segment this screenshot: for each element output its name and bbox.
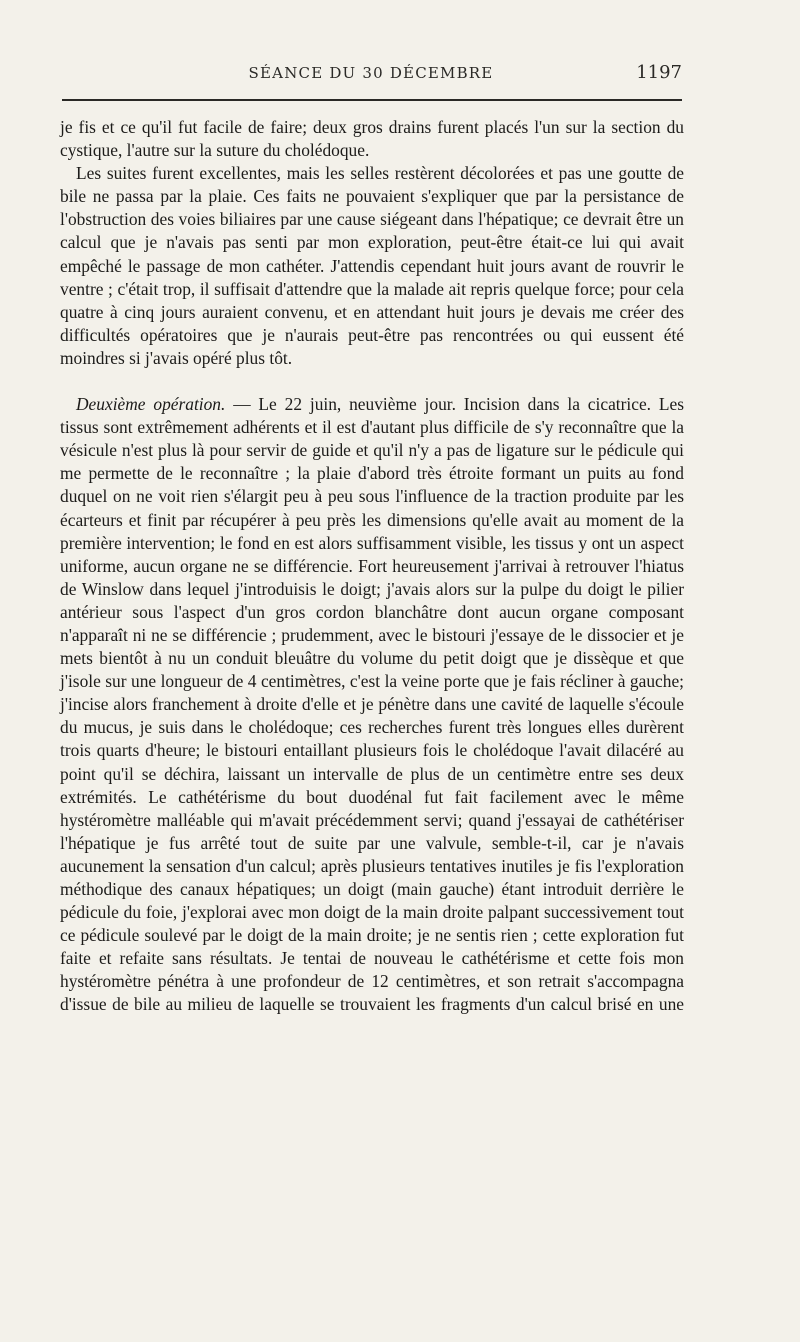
header-title: SÉANCE DU 30 DÉCEMBRE xyxy=(248,64,494,82)
section-gap xyxy=(60,370,684,393)
page-number: 1197 xyxy=(636,62,682,83)
section-paragraph xyxy=(60,393,684,1017)
section-text: — Le 22 juin, neuvième jour. Incision dans la cicatrice. Les tissus sont extrêmement adhérents et il est d'autant plus difficile de s'y reconnaître que la vésicule n'est plus là pour servir de guide et qu'il n'y a pas de ligature sur le pédicule qui me permette de le reconnaître ; la plaie d'abord très étroite formant un puits au fond duquel on ne voit rien s'élargit peu à peu sous l'influence de la traction produite par les écarteurs et finit par récupérer à peu près les dimensions qu'elle avait au moment de la première intervention; le fond en est alors suffisamment visible, les tissus y ont un aspect uniforme, aucun organe ne se différencie. Fort heureusement j'arrivai à retrouver l'hiatus de Winslow dans lequel j'introduisis le doigt; j'avais alors sur la pulpe du doigt le pilier antérieur sous l'aspect d'un gros cordon blanchâtre dont aucun organe composant n'apparaît ni ne se différencie ; prudemment, avec le bistouri j'essaye de le dissocier et je mets bientôt à nu un conduit bleuâtre du volume du petit doigt que je dissèque et que j'isole sur une longueur de 4 centimètres, c'est la veine porte que je fais récliner à gauche; j'incise alors franchement à droite d'elle et je pénètre dans une cavité de laquelle s'écoule du mucus, je suis dans le cholédoque; ces recherches furent très longues elles durèrent trois quarts d'heure; le bistouri entaillant plusieurs fois le cholédoque l'avait dilacéré au point qu'il se déchira, laissant un intervalle de plus de un centimètre entre ses deux extrémités. Le cathétérisme du bout duodénal fut fait facilement avec le même hystéromètre malléable qui m'avait précédemment servi; quand j'essayai de cathétériser l'hépatique je fus arrêté tout de suite par une valvule, semble-t-il, car je n'avais aucunement la sensation d'un calcul; après plusieurs tentatives inutiles je fis l'exploration méthodique des canaux hépatiques; un doigt (main gauche) étant introduit derrière le pédicule du foie, j'explorai avec mon doigt de la main droite palpant successivement tout ce pédicule soulevé par le doigt de la main droite; je ne sentis rien ; cette exploration fut faite et refaite sans résultats. Je tentai de nouveau le cathétérisme et cette fois mon hystéromètre pénétra à une profondeur de 12 centimètres, et son retrait s'accompagna d'issue de bile au milieu de laquelle se trouvaient les fragments d'un calcul brisé en une xyxy=(60,394,684,1015)
body-text xyxy=(60,116,684,1017)
paragraph-1: je fis et ce qu'il fut facile de faire; deux gros drains furent placés l'un sur la section du cystique, l'autre sur la suture du cholédoque. xyxy=(60,117,684,161)
section-heading: Deuxième opération. xyxy=(76,394,226,415)
header-rule xyxy=(62,99,682,101)
running-header xyxy=(60,60,682,88)
paragraph-2: Les suites furent excellentes, mais les selles restèrent décolorées et pas une goutte de bile ne passa par la plaie. Ces faits ne pouvaient s'expliquer que par la persistance de l'obstruction des voies biliaires par une cause siégeant dans l'hépatique; ce devrait être un calcul que je n'avais pas senti par mon exploration, peut-être était-ce lui qui avait empêché le passage de mon cathéter. J'attendis cependant huit jours avant de rouvrir le ventre ; c'était trop, il suffisait d'attendre que la malade ait repris quelque force; pour cela quatre à cinq jours auraient convenu, et en attendant huit jours je devais me créer des difficultés opératoires que je n'aurais peut-être pas rencontrées ou qui eussent été moindres si j'avais opéré plus tôt. xyxy=(60,163,684,368)
